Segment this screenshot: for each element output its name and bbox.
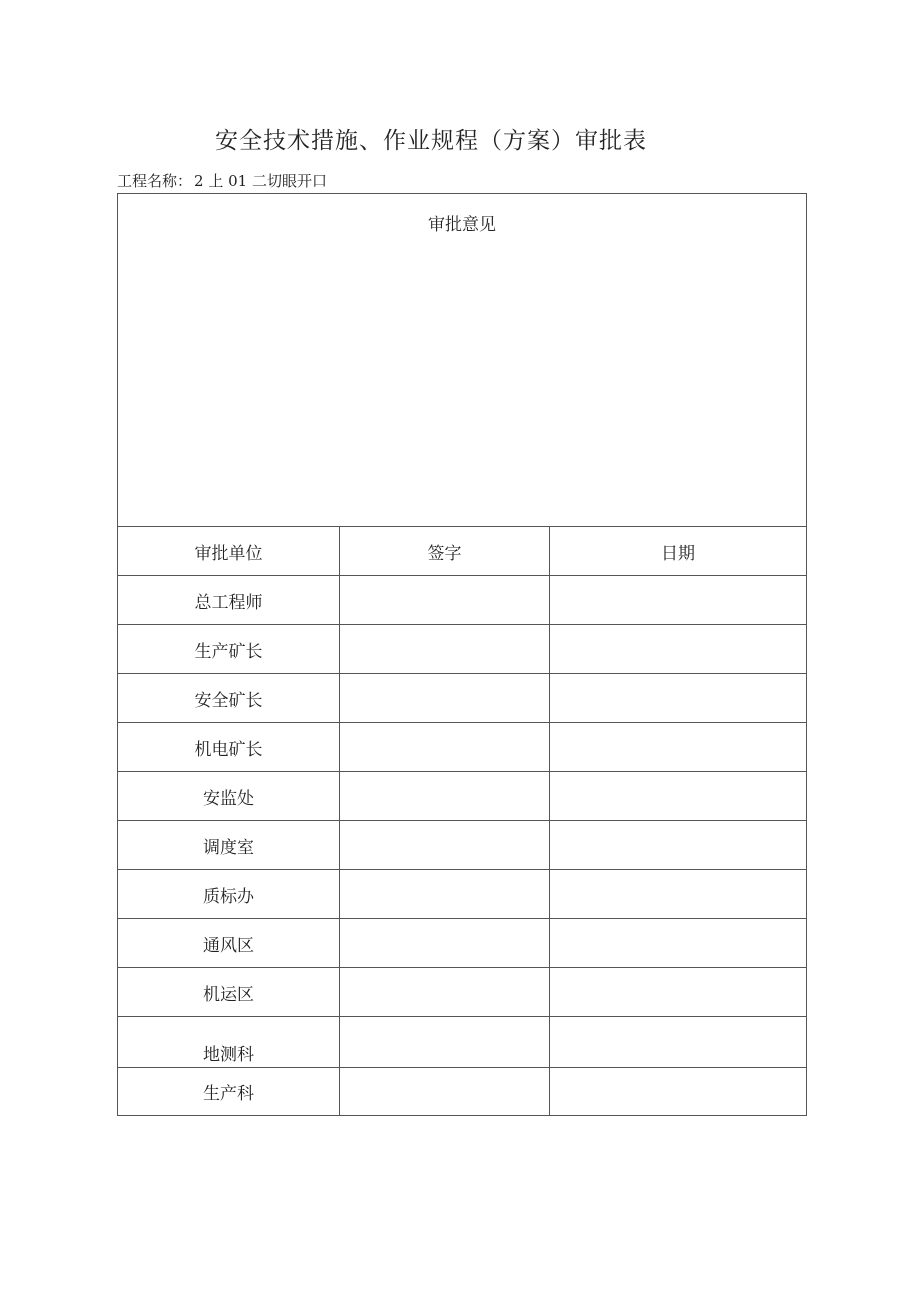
approval-table bbox=[117, 193, 807, 1116]
table-row bbox=[118, 772, 807, 821]
date-cell[interactable] bbox=[550, 870, 807, 919]
table-row bbox=[118, 870, 807, 919]
department-cell: 生产科 bbox=[118, 1068, 340, 1116]
header-date: 日期 bbox=[550, 527, 807, 576]
header-signature: 签字 bbox=[340, 527, 550, 576]
table-row bbox=[118, 1068, 807, 1116]
department-cell: 通风区 bbox=[118, 919, 340, 968]
signature-cell[interactable] bbox=[340, 723, 550, 772]
opinion-row bbox=[118, 194, 807, 527]
table-row bbox=[118, 625, 807, 674]
opinion-cell[interactable] bbox=[118, 194, 807, 527]
table-row bbox=[118, 968, 807, 1017]
date-cell[interactable] bbox=[550, 674, 807, 723]
signature-cell[interactable] bbox=[340, 1017, 550, 1068]
date-cell[interactable] bbox=[550, 723, 807, 772]
signature-cell[interactable] bbox=[340, 576, 550, 625]
date-cell[interactable] bbox=[550, 1068, 807, 1116]
date-cell[interactable] bbox=[550, 821, 807, 870]
signature-cell[interactable] bbox=[340, 919, 550, 968]
department-cell: 生产矿长 bbox=[118, 625, 340, 674]
date-cell[interactable] bbox=[550, 919, 807, 968]
signature-cell[interactable] bbox=[340, 821, 550, 870]
table-row bbox=[118, 674, 807, 723]
page-title: 安全技术措施、作业规程（方案）审批表 bbox=[215, 128, 647, 154]
signature-cell[interactable] bbox=[340, 674, 550, 723]
signature-cell[interactable] bbox=[340, 1068, 550, 1116]
date-cell[interactable] bbox=[550, 576, 807, 625]
department-cell: 地测科 bbox=[118, 1017, 340, 1068]
date-cell[interactable] bbox=[550, 968, 807, 1017]
signature-cell[interactable] bbox=[340, 870, 550, 919]
header-department: 审批单位 bbox=[118, 527, 340, 576]
table-row bbox=[118, 1017, 807, 1068]
signature-cell[interactable] bbox=[340, 772, 550, 821]
header-row bbox=[118, 527, 807, 576]
signature-cell[interactable] bbox=[340, 625, 550, 674]
department-cell: 机电矿长 bbox=[118, 723, 340, 772]
department-cell: 安全矿长 bbox=[118, 674, 340, 723]
project-name-value: 2 上 01 二切眼开口 bbox=[194, 172, 327, 190]
project-name-label: 工程名称： bbox=[117, 172, 193, 190]
table-row bbox=[118, 723, 807, 772]
table-row bbox=[118, 821, 807, 870]
department-cell: 总工程师 bbox=[118, 576, 340, 625]
project-name-line bbox=[117, 170, 327, 191]
table-row bbox=[118, 576, 807, 625]
department-cell: 质标办 bbox=[118, 870, 340, 919]
date-cell[interactable] bbox=[550, 625, 807, 674]
department-cell: 安监处 bbox=[118, 772, 340, 821]
table-row bbox=[118, 919, 807, 968]
signature-cell[interactable] bbox=[340, 968, 550, 1017]
date-cell[interactable] bbox=[550, 772, 807, 821]
date-cell[interactable] bbox=[550, 1017, 807, 1068]
opinion-label: 审批意见 bbox=[428, 215, 496, 235]
department-cell: 机运区 bbox=[118, 968, 340, 1017]
department-cell: 调度室 bbox=[118, 821, 340, 870]
